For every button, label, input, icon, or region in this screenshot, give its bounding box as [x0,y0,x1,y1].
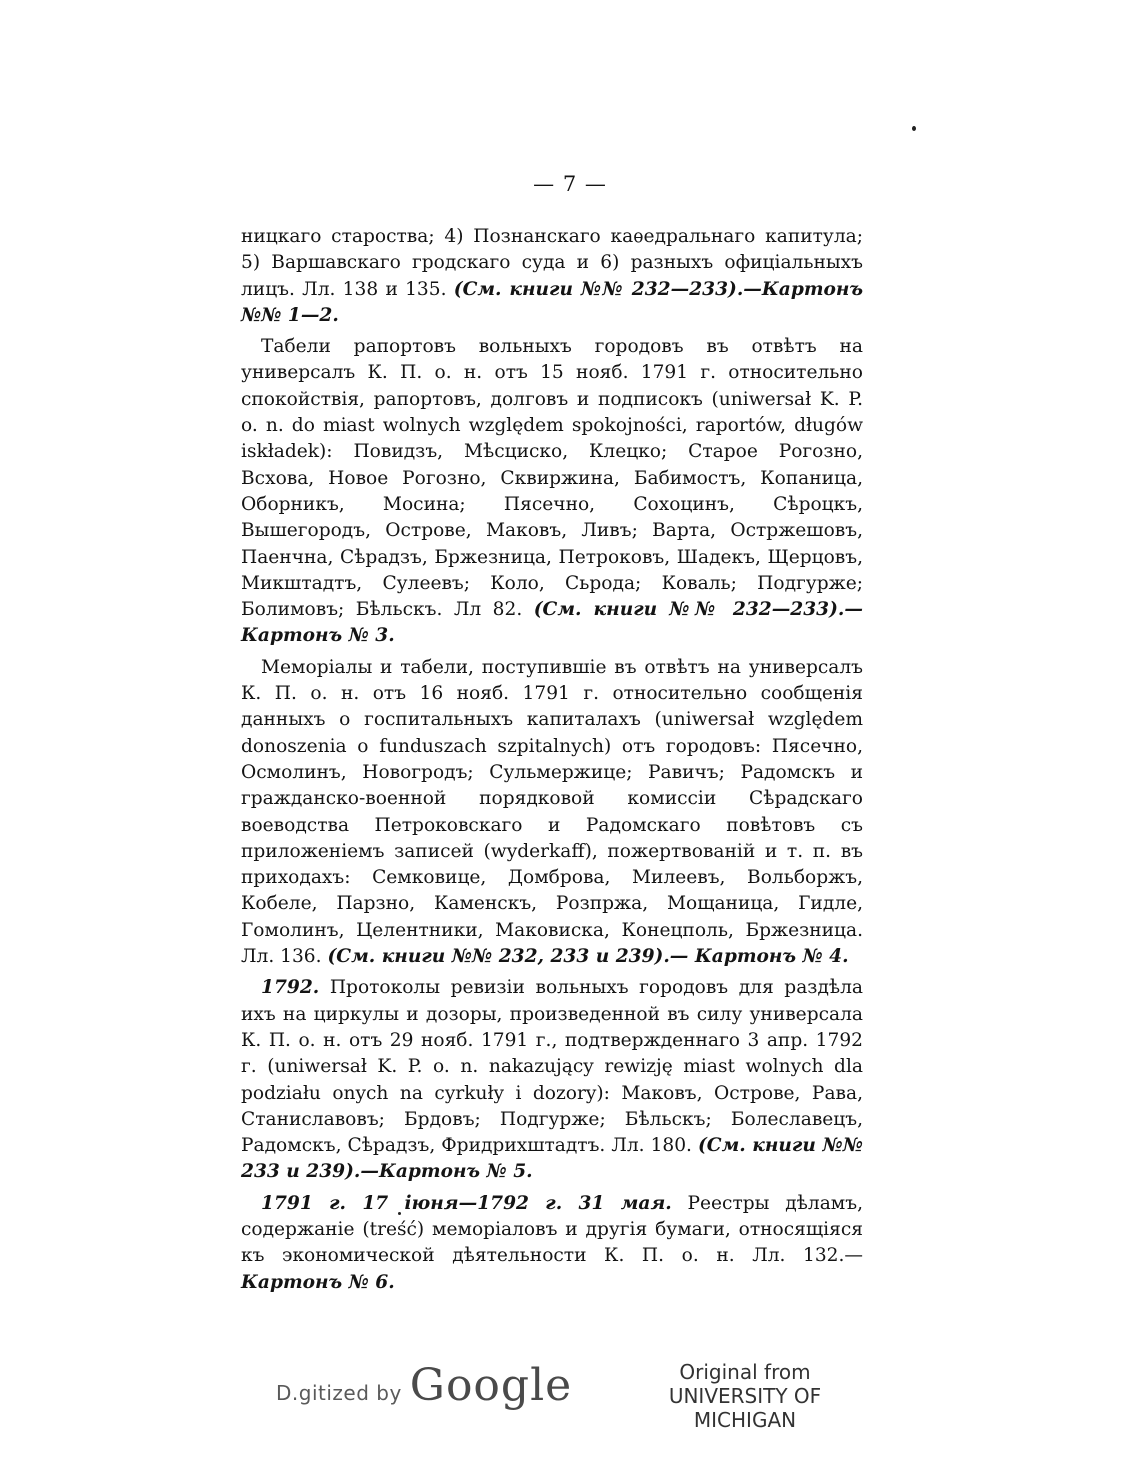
scan-speck [912,126,916,131]
google-digitized-watermark [276,1360,572,1410]
university-name: UNIVERSITY OF MICHIGAN [668,1384,822,1432]
text-run: ницкаго староства; 4) Познанскаго каѳедральнаго капитула; 5) Варшавскаго гродскаго суда и 6) разныхъ офиціальныхъ лицъ. Лл. 138 и 135. [241,226,863,300]
body-text [241,224,863,1296]
original-from-watermark [620,1360,870,1432]
paragraph-continuation [241,224,863,329]
italic-reference: (См. книги №№ 232—233).—Картонъ № 3. [241,599,863,647]
italic-reference: (См. книги №№ 233 и 239).—Картонъ № 5. [241,1135,863,1183]
paragraph-1792-protokoly [241,975,863,1185]
text-run: Протоколы ревизіи вольныхъ городовъ для раздѣла ихъ на циркулы и дозоры, произведенной въ силу универсала К. П. о. н. отъ 29 нояб. 1791 г., подтвержденнаго 3 апр. 1792 г. (uniwersał K. P. o. n. nakazujący rewizję miast wolnych dla podziału onych na cyrkuły i dozory): Маковъ, Острове, Рава, Станиславовъ; Брдовъ; Подгурже; Бѣльскъ; Болеславецъ, Радомскъ, Сѣрадзъ, Фридрихштадтъ. Лл. 180. [241,977,863,1157]
paragraph-memorialy [241,655,863,971]
italic-reference: (См. книги №№ 232, 233 и 239).— Картонъ № 4. [327,946,849,968]
digitized-by-text: D.gitized by [276,1381,402,1405]
page-number: — 7 — [533,172,607,196]
text-run: Табели рапортовъ вольныхъ городовъ въ отвѣтъ на универсалъ К. П. о. н. отъ 15 нояб. 1791 г. относительно спокойствія, рапортовъ, долговъ и подписокъ (uniwersał K. P. o. n. do miast wolnych względem spokojności, raportów, długów iskładek): Повидзъ, Мѣсциско, Клецко; Старое Рогозно, Всхова, Новое Рогозно, Сквиржина, Бабимостъ, Копаница, Оборникъ, Мосина; Пясечно, Сохоцинъ, Сѣроцкъ, Вышегородъ, Острове, Маковъ, Ливъ; Варта, Остржешовъ, Паенчна, Сѣрадзъ, Бржезница, Петроковъ, Шадекъ, Щерцовъ, Микштадтъ, Сулеевъ; Коло, Сьрода; Коваль; Подгурже; Болимовъ; Бѣльскъ. Лл 82. [241,336,863,621]
italic-reference: (См. книги №№ 232—233).—Картонъ №№ 1—2. [241,278,863,326]
italic-reference: Картонъ № 6. [241,1271,395,1293]
italic-reference: 1791 г. 17 іюня—1792 г. 31 мая. [261,1192,672,1214]
text-run: Реестры дѣламъ, содержаніе (treść) меморіаловъ и другія бумаги, относящіяся къ экономической дѣятельности К. П. о. н. Лл. 132.— [241,1192,863,1267]
italic-reference: 1792. [261,977,320,999]
google-logo: Google [409,1360,573,1411]
paragraph-reestry [241,1191,863,1296]
text-run: Меморіалы и табели, поступившіе въ отвѣтъ на универсалъ К. П. о. н. отъ 16 нояб. 1791 г. относительно сообщенія данныхъ о госпитальныхъ капиталахъ (uniwersał względem donoszenia o funduszach szpitalnych) отъ городовъ: Пясечно, Осмолинъ, Новогродъ; Сульмержице; Равичъ; Радомскъ и гражданско-военной порядковой комиссіи Сѣрадскаго воеводства Петроковскаго и Радомскаго повѣтовъ съ приложеніемъ записей (wyderkaff), пожертвованій и т. п. въ приходахъ: Семковице, Домброва, Милеевъ, Вольборжъ, Кобеле, Парзно, Каменскъ, Розпржа, Мощаница, Гидле, Гомолинъ, Целентники, Маковиска, Конецполь, Бржезница. Лл. 136. [241,656,863,968]
original-from-text: Original from [679,1360,811,1384]
paragraph-tabeli-raportov [241,334,863,650]
